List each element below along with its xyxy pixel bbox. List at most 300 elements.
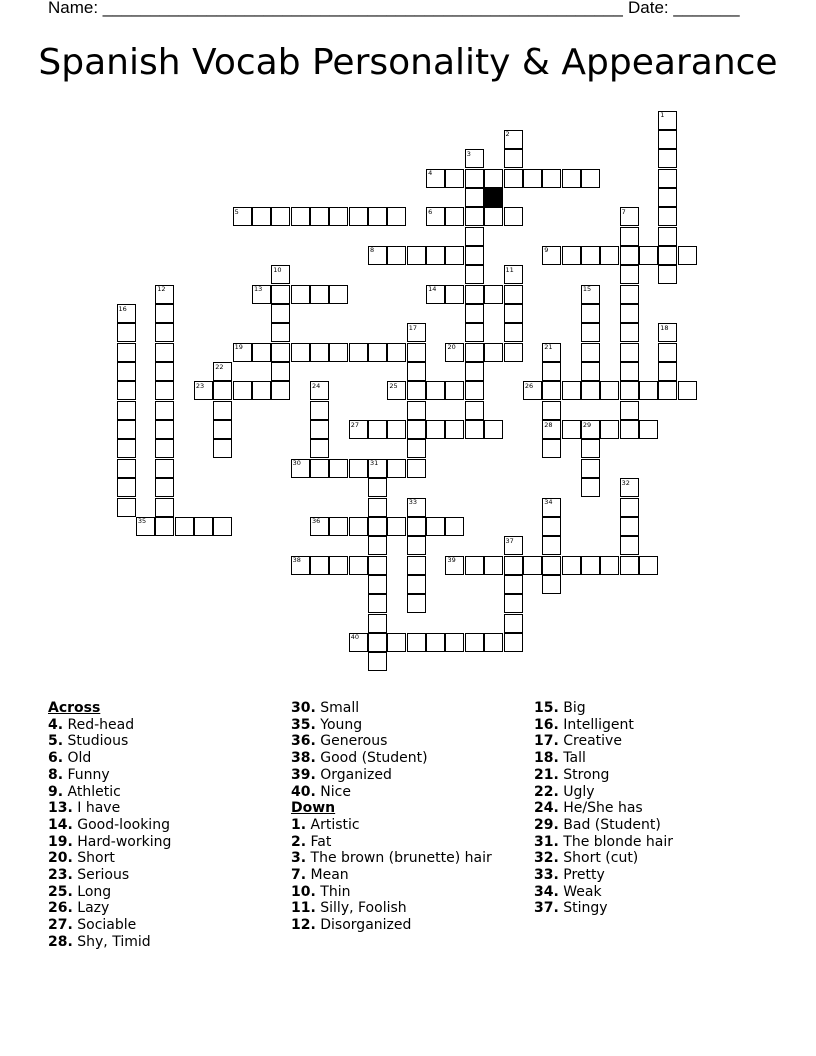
across-clue <box>291 717 492 734</box>
date-field-label: Date: _______ <box>628 0 740 17</box>
grid-cell[interactable] <box>581 343 600 362</box>
clue-text: Good-looking <box>77 816 170 833</box>
clue-number-label: 8 <box>370 246 375 255</box>
down-clue <box>534 750 673 767</box>
grid-cell[interactable] <box>426 246 445 265</box>
grid-cell[interactable] <box>465 381 484 400</box>
grid-cell[interactable] <box>194 517 213 536</box>
grid-cell[interactable] <box>368 594 387 613</box>
clue-text: Fat <box>310 833 332 850</box>
clue-text: Generous <box>320 733 388 750</box>
clue-number: 17. <box>534 733 559 750</box>
grid-cell[interactable] <box>542 439 561 458</box>
grid-cell[interactable] <box>155 323 174 342</box>
grid-cell[interactable] <box>271 323 290 342</box>
grid-cell[interactable] <box>658 343 677 362</box>
grid-cell[interactable] <box>562 556 581 575</box>
grid-cell[interactable] <box>523 556 542 575</box>
grid-cell[interactable] <box>329 517 348 536</box>
grid-cell[interactable] <box>387 246 406 265</box>
down-clue <box>534 867 673 884</box>
grid-cell[interactable] <box>445 285 464 304</box>
grid-cell[interactable] <box>484 556 503 575</box>
clue-text: Hard-working <box>77 833 172 850</box>
grid-cell[interactable] <box>484 633 503 652</box>
clue-number: 37. <box>534 900 559 917</box>
grid-cell[interactable] <box>117 343 136 362</box>
grid-cell[interactable] <box>678 246 697 265</box>
grid-cell[interactable] <box>678 381 697 400</box>
grid-cell[interactable] <box>155 498 174 517</box>
grid-cell[interactable] <box>368 343 387 362</box>
grid-cell[interactable] <box>155 420 174 439</box>
grid-cell[interactable] <box>504 304 523 323</box>
grid-cell[interactable] <box>581 304 600 323</box>
grid-cell[interactable] <box>620 517 639 536</box>
grid-cell[interactable] <box>349 517 368 536</box>
grid-cell[interactable] <box>445 517 464 536</box>
grid-cell[interactable] <box>542 401 561 420</box>
grid-cell[interactable] <box>407 439 426 458</box>
clue-number: 4. <box>48 716 64 733</box>
down-clue <box>534 884 673 901</box>
clue-number-label: 31 <box>370 459 379 468</box>
grid-cell[interactable] <box>407 362 426 381</box>
grid-cell[interactable] <box>542 362 561 381</box>
grid-cell[interactable] <box>445 633 464 652</box>
grid-cell[interactable] <box>581 439 600 458</box>
down-clue <box>534 784 673 801</box>
grid-cell[interactable] <box>368 575 387 594</box>
grid-cell[interactable] <box>252 343 271 362</box>
grid-cell[interactable] <box>620 246 639 265</box>
grid-cell[interactable] <box>504 556 523 575</box>
grid-cell[interactable] <box>465 323 484 342</box>
grid-cell[interactable] <box>387 207 406 226</box>
clue-number: 23. <box>48 867 73 884</box>
grid-cell[interactable] <box>445 246 464 265</box>
grid-cell[interactable] <box>271 304 290 323</box>
clue-number-label: 21 <box>544 343 553 352</box>
grid-cell[interactable] <box>658 169 677 188</box>
clue-number: 15. <box>534 700 559 716</box>
grid-cell[interactable] <box>407 459 426 478</box>
grid-cell[interactable] <box>484 169 503 188</box>
grid-cell[interactable] <box>504 285 523 304</box>
grid-cell[interactable] <box>407 633 426 652</box>
grid-cell[interactable] <box>407 536 426 555</box>
grid-cell[interactable] <box>310 207 329 226</box>
grid-cell[interactable] <box>117 362 136 381</box>
grid-cell[interactable] <box>465 169 484 188</box>
grid-cell[interactable] <box>465 304 484 323</box>
grid-cell[interactable] <box>504 633 523 652</box>
grid-cell[interactable] <box>620 498 639 517</box>
grid-cell[interactable] <box>213 381 232 400</box>
grid-cell[interactable] <box>117 498 136 517</box>
clue-number-label: 13 <box>253 285 263 294</box>
grid-cell[interactable] <box>387 459 406 478</box>
clue-text: Young <box>320 716 363 733</box>
grid-cell[interactable] <box>368 498 387 517</box>
grid-cell[interactable] <box>368 478 387 497</box>
grid-cell[interactable] <box>620 343 639 362</box>
grid-cell[interactable] <box>155 362 174 381</box>
grid-cell[interactable] <box>620 265 639 284</box>
clue-number: 26. <box>48 900 73 917</box>
clue-number-label: 9 <box>544 246 549 255</box>
grid-cell[interactable] <box>581 459 600 478</box>
grid-cell[interactable] <box>329 285 348 304</box>
clue-number: 29. <box>534 816 559 833</box>
grid-cell[interactable] <box>639 381 658 400</box>
clue-number: 20. <box>48 850 73 867</box>
grid-cell[interactable] <box>465 285 484 304</box>
clue-number-label: 15 <box>582 285 592 294</box>
grid-cell[interactable] <box>504 343 523 362</box>
clue-text: Funny <box>67 766 110 783</box>
grid-cell[interactable] <box>542 517 561 536</box>
clue-text: The brown (brunette) hair <box>310 850 492 867</box>
grid-cell[interactable] <box>213 401 232 420</box>
grid-cell[interactable] <box>252 207 271 226</box>
grid-cell[interactable] <box>271 343 290 362</box>
grid-cell[interactable] <box>465 556 484 575</box>
grid-cell[interactable] <box>349 556 368 575</box>
grid-cell[interactable] <box>465 246 484 265</box>
grid-cell[interactable] <box>620 381 639 400</box>
clue-number-label: 1 <box>660 111 665 119</box>
clue-number: 18. <box>534 750 559 767</box>
down-clue <box>291 884 492 901</box>
grid-cell[interactable] <box>542 536 561 555</box>
grid-cell[interactable] <box>658 362 677 381</box>
across-clue <box>291 700 492 717</box>
down-clue <box>534 767 673 784</box>
grid-cell[interactable] <box>155 401 174 420</box>
clue-number-label: 22 <box>215 362 224 371</box>
clue-text: Intelligent <box>563 716 634 733</box>
grid-cell[interactable] <box>329 343 348 362</box>
grid-cell[interactable] <box>620 401 639 420</box>
grid-cell[interactable] <box>387 343 406 362</box>
grid-cell[interactable] <box>426 420 445 439</box>
grid-cell[interactable] <box>581 323 600 342</box>
grid-cell[interactable] <box>600 420 619 439</box>
grid-cell[interactable] <box>310 459 329 478</box>
grid-cell[interactable] <box>407 556 426 575</box>
grid-cell[interactable] <box>658 188 677 207</box>
clue-number-label: 28 <box>544 420 553 429</box>
grid-cell[interactable] <box>581 381 600 400</box>
grid-cell[interactable] <box>465 265 484 284</box>
grid-cell[interactable] <box>562 381 581 400</box>
across-clue <box>48 917 171 934</box>
clue-text: Lazy <box>77 900 110 917</box>
grid-cell[interactable] <box>368 536 387 555</box>
grid-cell[interactable] <box>310 285 329 304</box>
grid-cell[interactable] <box>291 207 310 226</box>
grid-cell[interactable] <box>600 381 619 400</box>
grid-cell[interactable] <box>426 633 445 652</box>
clue-number-label: 37 <box>505 536 514 545</box>
clue-text: Good (Student) <box>320 750 428 767</box>
clue-number: 16. <box>534 716 559 733</box>
grid-cell[interactable] <box>445 381 464 400</box>
grid-cell[interactable] <box>600 246 619 265</box>
grid-cell[interactable] <box>484 420 503 439</box>
clue-number: 40. <box>291 783 316 800</box>
grid-cell[interactable] <box>658 265 677 284</box>
grid-cell[interactable] <box>155 343 174 362</box>
grid-cell[interactable] <box>639 246 658 265</box>
grid-cell[interactable] <box>291 285 310 304</box>
grid-cell[interactable] <box>523 169 542 188</box>
clue-text: Ugly <box>563 783 595 800</box>
grid-cell[interactable] <box>310 556 329 575</box>
grid-cell[interactable] <box>542 575 561 594</box>
grid-cell[interactable] <box>117 401 136 420</box>
grid-cell[interactable] <box>329 207 348 226</box>
clue-text: Weak <box>563 883 602 900</box>
grid-cell[interactable] <box>620 227 639 246</box>
grid-cell[interactable] <box>562 420 581 439</box>
grid-cell[interactable] <box>581 362 600 381</box>
grid-cell[interactable] <box>310 401 329 420</box>
clue-text: Bad (Student) <box>563 816 661 833</box>
across-clue <box>48 733 171 750</box>
grid-cell[interactable] <box>445 420 464 439</box>
clue-number-label: 27 <box>350 420 359 429</box>
grid-cell[interactable] <box>542 169 561 188</box>
grid-cell[interactable] <box>368 517 387 536</box>
grid-cell[interactable] <box>620 285 639 304</box>
grid-cell[interactable] <box>658 246 677 265</box>
grid-cell[interactable] <box>658 207 677 226</box>
grid-cell[interactable] <box>117 420 136 439</box>
grid-cell[interactable] <box>581 246 600 265</box>
clue-number-label: 5 <box>234 207 239 216</box>
grid-cell[interactable] <box>465 362 484 381</box>
across-clue <box>48 800 171 817</box>
grid-cell[interactable] <box>387 420 406 439</box>
grid-cell[interactable] <box>620 362 639 381</box>
grid-cell[interactable] <box>639 556 658 575</box>
across-clue <box>48 784 171 801</box>
clue-text: Tall <box>563 750 586 767</box>
down-clue <box>291 850 492 867</box>
grid-cell[interactable] <box>620 323 639 342</box>
grid-cell[interactable] <box>581 169 600 188</box>
grid-cell[interactable] <box>504 575 523 594</box>
grid-cell[interactable] <box>639 420 658 439</box>
grid-cell[interactable] <box>504 169 523 188</box>
clue-number: 35. <box>291 716 316 733</box>
grid-cell[interactable] <box>117 323 136 342</box>
grid-cell[interactable] <box>368 633 387 652</box>
grid-cell[interactable] <box>155 381 174 400</box>
down-clue <box>291 917 492 934</box>
clue-number: 33. <box>534 867 559 884</box>
clue-text: Pretty <box>563 867 605 884</box>
grid-cell[interactable] <box>349 207 368 226</box>
grid-cell[interactable] <box>117 478 136 497</box>
clue-number-label: 24 <box>312 381 321 390</box>
grid-cell[interactable] <box>581 478 600 497</box>
clue-number: 5. <box>48 733 64 750</box>
across-clue <box>291 733 492 750</box>
grid-cell[interactable] <box>620 536 639 555</box>
grid-cell[interactable] <box>271 207 290 226</box>
grid-cell[interactable] <box>155 304 174 323</box>
grid-cell[interactable] <box>562 246 581 265</box>
clue-number-label: 40 <box>350 633 359 642</box>
clue-text: Serious <box>77 867 130 884</box>
grid-cell[interactable] <box>426 381 445 400</box>
clues-column-3 <box>534 700 673 917</box>
across-clue <box>48 717 171 734</box>
down-clue <box>534 700 673 717</box>
grid-cell[interactable] <box>329 459 348 478</box>
grid-cell[interactable] <box>407 381 426 400</box>
clue-number-label: 10 <box>273 265 282 274</box>
clue-number: 1. <box>291 816 307 833</box>
grid-cell[interactable] <box>465 420 484 439</box>
down-clue <box>534 800 673 817</box>
grid-cell[interactable] <box>542 556 561 575</box>
grid-cell[interactable] <box>213 517 232 536</box>
clue-number-label: 32 <box>621 478 630 487</box>
grid-cell[interactable] <box>407 420 426 439</box>
across-clue <box>291 750 492 767</box>
down-clue <box>291 817 492 834</box>
grid-cell[interactable] <box>445 169 464 188</box>
grid-cell[interactable] <box>465 207 484 226</box>
grid-cell[interactable] <box>658 227 677 246</box>
grid-cell[interactable] <box>484 207 503 226</box>
grid-cell[interactable] <box>387 517 406 536</box>
grid-cell[interactable] <box>484 343 503 362</box>
grid-cell[interactable] <box>117 439 136 458</box>
grid-cell[interactable] <box>155 517 174 536</box>
grid-cell[interactable] <box>213 439 232 458</box>
clue-number-label: 20 <box>447 343 456 352</box>
grid-cell[interactable] <box>562 169 581 188</box>
across-clue <box>48 900 171 917</box>
grid-cell[interactable] <box>620 420 639 439</box>
grid-cell[interactable] <box>117 381 136 400</box>
grid-cell[interactable] <box>155 478 174 497</box>
grid-cell[interactable] <box>407 401 426 420</box>
clue-number-label: 11 <box>505 265 514 274</box>
grid-cell[interactable] <box>407 246 426 265</box>
grid-cell[interactable] <box>658 381 677 400</box>
grid-cell[interactable] <box>407 517 426 536</box>
clue-text: Small <box>320 700 360 716</box>
clue-text: Big <box>563 700 586 716</box>
grid-cell[interactable] <box>465 633 484 652</box>
grid-cell[interactable] <box>504 323 523 342</box>
clue-number: 8. <box>48 766 64 783</box>
grid-cell[interactable] <box>542 381 561 400</box>
across-clue <box>291 784 492 801</box>
grid-cell[interactable] <box>175 517 194 536</box>
clue-number-label: 38 <box>292 556 301 565</box>
grid-cell[interactable] <box>155 459 174 478</box>
grid-cell[interactable] <box>407 343 426 362</box>
grid-cell[interactable] <box>620 556 639 575</box>
grid-cell[interactable] <box>117 459 136 478</box>
clue-number-label: 30 <box>292 459 301 468</box>
grid-cell[interactable] <box>368 556 387 575</box>
grid-cell[interactable] <box>349 343 368 362</box>
grid-cell[interactable] <box>252 381 271 400</box>
grid-cell[interactable] <box>155 439 174 458</box>
clue-text: Stingy <box>563 900 608 917</box>
clue-number-label: 36 <box>312 517 321 526</box>
grid-cell[interactable] <box>445 207 464 226</box>
grid-cell[interactable] <box>504 207 523 226</box>
grid-cell[interactable] <box>271 381 290 400</box>
grid-cell[interactable] <box>310 439 329 458</box>
grid-cell[interactable] <box>349 459 368 478</box>
clue-number: 38. <box>291 750 316 767</box>
grid-cell[interactable] <box>465 343 484 362</box>
grid-cell[interactable] <box>484 285 503 304</box>
clue-number: 22. <box>534 783 559 800</box>
grid-cell[interactable] <box>620 304 639 323</box>
clue-number: 10. <box>291 883 316 900</box>
grid-cell[interactable] <box>310 343 329 362</box>
grid-cell[interactable] <box>407 594 426 613</box>
grid-cell[interactable] <box>465 401 484 420</box>
clue-text: Thin <box>320 883 351 900</box>
grid-cell[interactable] <box>658 130 677 149</box>
clue-number: 28. <box>48 933 73 950</box>
grid-cell[interactable] <box>368 207 387 226</box>
grid-cell[interactable] <box>368 652 387 671</box>
grid-cell[interactable] <box>407 575 426 594</box>
grid-cell[interactable] <box>368 614 387 633</box>
clue-number: 21. <box>534 766 559 783</box>
grid-cell[interactable] <box>658 149 677 168</box>
name-field-label: Name: _______________________________________________________ <box>48 0 623 17</box>
down-clue <box>534 900 673 917</box>
grid-cell[interactable] <box>426 517 445 536</box>
across-clue <box>48 767 171 784</box>
grid-cell[interactable] <box>600 556 619 575</box>
clue-text: Long <box>77 883 112 900</box>
grid-cell[interactable] <box>368 420 387 439</box>
grid-cell[interactable] <box>329 556 348 575</box>
grid-cell[interactable] <box>271 285 290 304</box>
clue-text: Red-head <box>67 716 135 733</box>
grid-cell[interactable] <box>504 614 523 633</box>
grid-cell[interactable] <box>581 556 600 575</box>
grid-cell[interactable] <box>291 343 310 362</box>
grid-cell[interactable] <box>465 227 484 246</box>
grid-cell[interactable] <box>233 381 252 400</box>
grid-cell[interactable] <box>504 149 523 168</box>
clue-number: 14. <box>48 816 73 833</box>
clue-number-label: 33 <box>408 498 418 506</box>
grid-cell[interactable] <box>271 362 290 381</box>
grid-cell[interactable] <box>310 420 329 439</box>
grid-cell[interactable] <box>387 633 406 652</box>
grid-cell[interactable] <box>504 594 523 613</box>
grid-cell[interactable] <box>465 188 484 207</box>
grid-cell[interactable] <box>213 420 232 439</box>
